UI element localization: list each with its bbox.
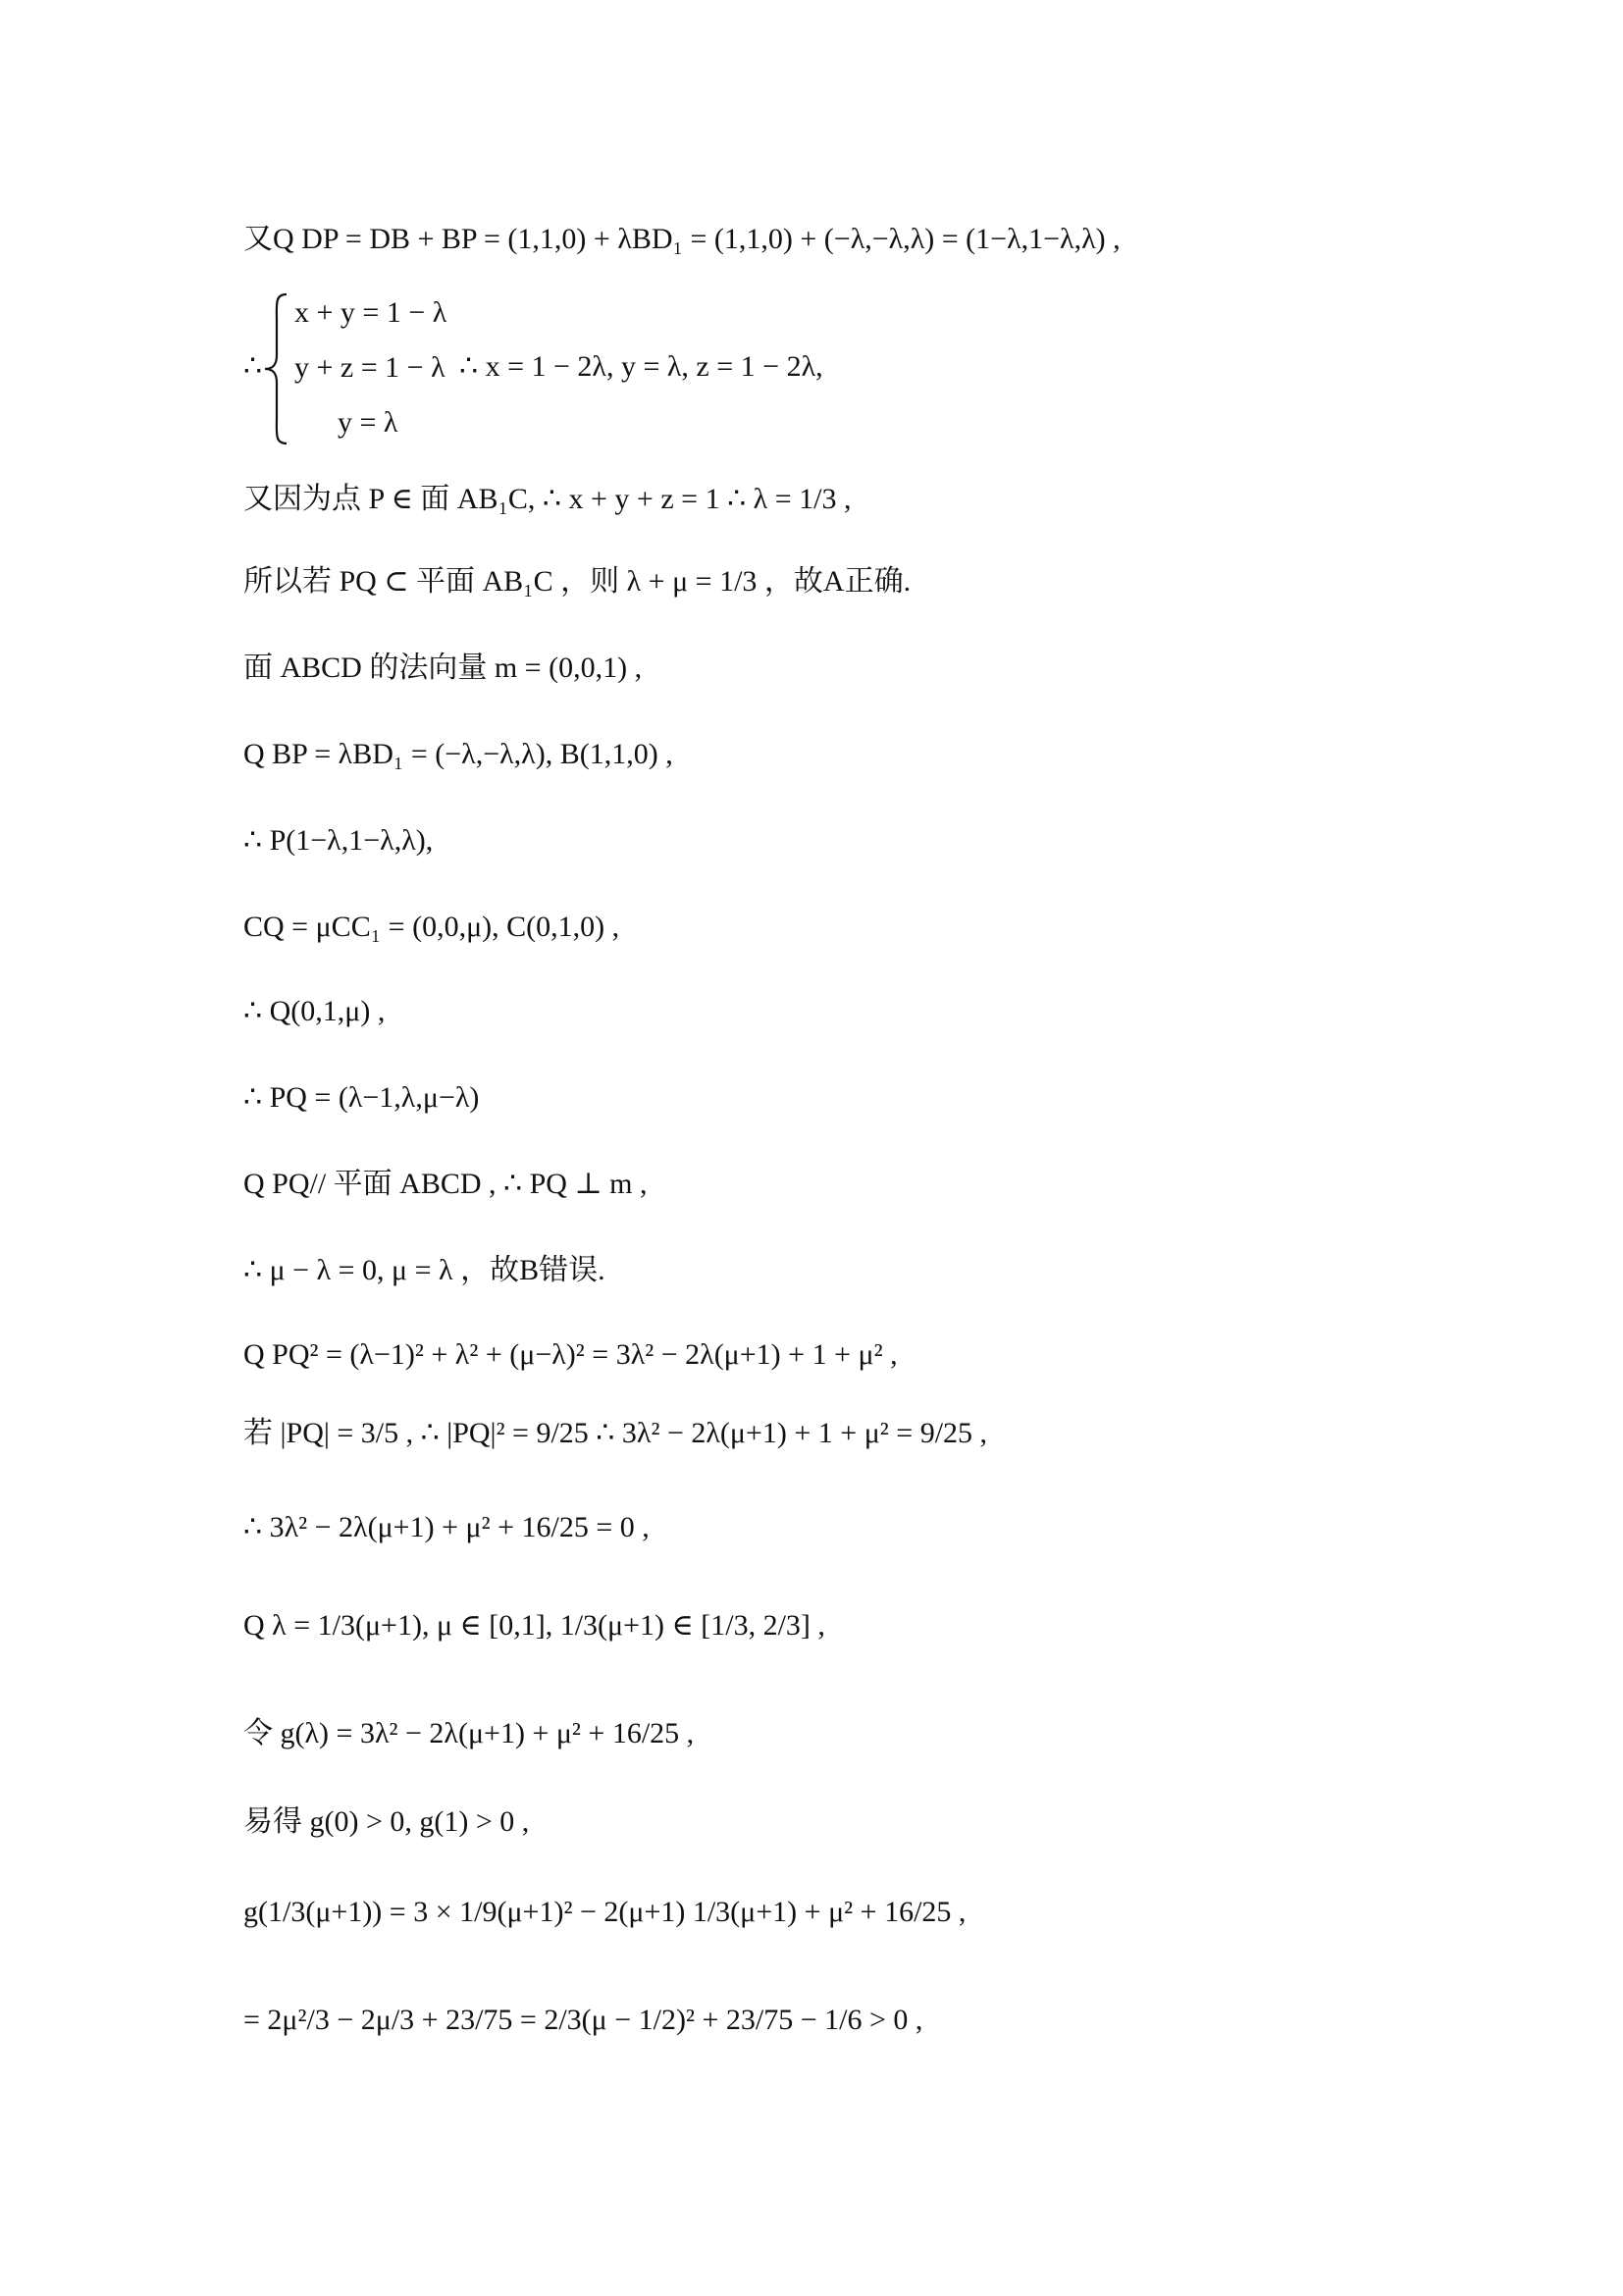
line-conclusion-a: 所以若 PQ ⊂ 平面 AB₁C ，则 λ + μ = 1/3 ，故A正确. [243, 565, 912, 598]
line-quadratic-eq: ∴ 3λ² − 2λ(μ+1) + μ² + 16/25 = 0 , [243, 1511, 650, 1543]
line-point-p: ∴ P(1−λ,1−λ,λ), [243, 824, 434, 857]
line-normal-vector: 面 ABCD 的法向量 m = (0,0,1) , [243, 652, 643, 684]
system-row-3: y = λ [338, 406, 398, 439]
equation-system [243, 290, 930, 447]
line-bp-vector: Q BP = λBD₁ = (−λ,−λ,λ), B(1,1,0) , [243, 738, 673, 770]
line-pq-length: 若 |PQ| = 3/5 , ∴ |PQ|² = 9/25 ∴ 3λ² − 2λ(μ+1) + 1 + μ² = 9/25 , [243, 1417, 988, 1449]
system-row-2: y + z = 1 − λ [294, 351, 445, 384]
line-g-positive: = 2μ²/3 − 2μ/3 + 23/75 = 2/3(μ − 1/2)² + 23/75 − 1/6 > 0 , [243, 2004, 923, 2036]
line-g-vertex: g(1/3(μ+1)) = 3 × 1/9(μ+1)² − 2(μ+1) 1/3(μ+1) + μ² + 16/25 , [243, 1896, 967, 1928]
line-cq-vector: CQ = μCC₁ = (0,0,μ), C(0,1,0) , [243, 911, 620, 943]
line-define-g: 令 g(λ) = 3λ² − 2λ(μ+1) + μ² + 16/25 , [243, 1717, 695, 1749]
line-point-q: ∴ Q(0,1,μ) , [243, 995, 386, 1027]
system-result: ∴ x = 1 − 2λ, y = λ, z = 1 − 2λ, [459, 350, 823, 383]
line-pq-vector: ∴ PQ = (λ−1,λ,μ−λ) [243, 1081, 480, 1114]
line-point-in-plane: 又因为点 P ∈ 面 AB₁C, ∴ x + y + z = 1 ∴ λ = 1/3 , [243, 483, 852, 515]
line-lambda-range: Q λ = 1/3(μ+1), μ ∈ [0,1], 1/3(μ+1) ∈ [1/3, 2/3] , [243, 1609, 825, 1642]
line-g-endpoints: 易得 g(0) > 0, g(1) > 0 , [243, 1805, 530, 1838]
left-brace-icon [261, 290, 290, 447]
line-dp-vector: 又Q DP = DB + BP = (1,1,0) + λBD₁ = (1,1,0) + (−λ,−λ,λ) = (1−λ,1−λ,λ) , [243, 223, 1121, 255]
line-pq-squared: Q PQ² = (λ−1)² + λ² + (μ−λ)² = 3λ² − 2λ(μ+1) + 1 + μ² , [243, 1338, 898, 1371]
line-parallel-condition: Q PQ// 平面 ABCD , ∴ PQ ⊥ m , [243, 1168, 648, 1200]
therefore-symbol: ∴ [243, 349, 263, 384]
system-row-1: x + y = 1 − λ [294, 296, 447, 329]
line-conclusion-b: ∴ μ − λ = 0, μ = λ ，故B错误. [243, 1254, 605, 1286]
